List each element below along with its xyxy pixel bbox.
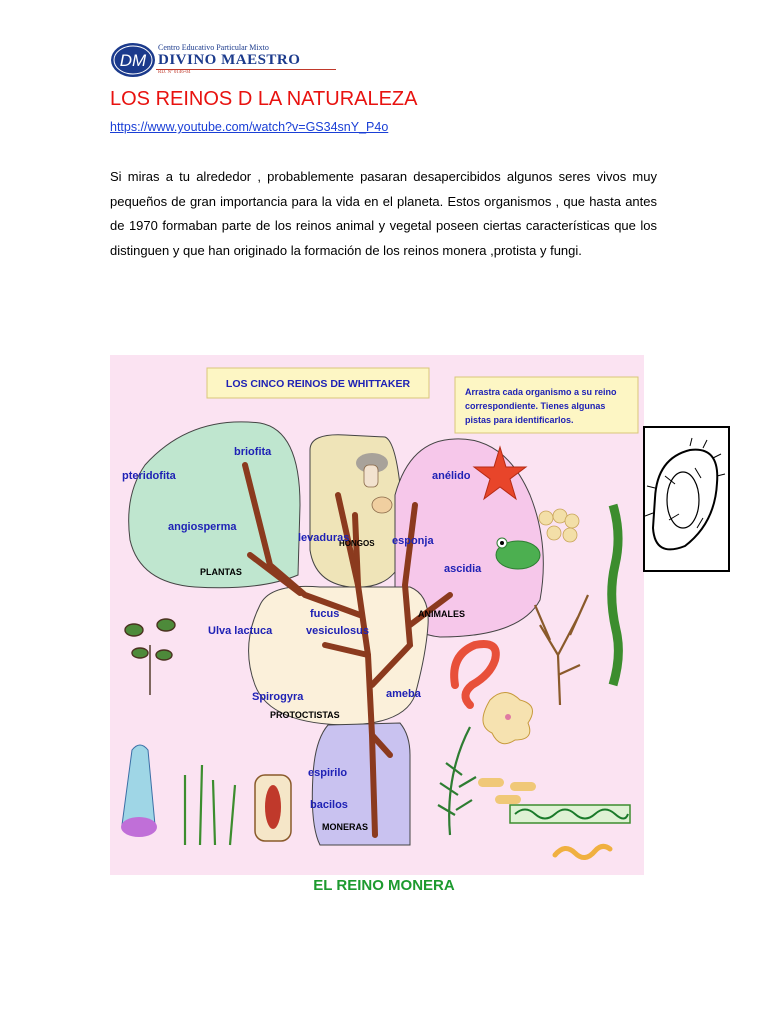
kingdom-hongos: HONGOS — [339, 539, 375, 548]
instruction-line-1: Arrastra cada organismo a su reino — [465, 387, 617, 397]
intro-paragraph: Si miras a tu alrededor , probablemente pasaran desapercibidos algunos seres vivos muy pequeños de gran importancia para la vida en el planeta. Estos organismos , que hasta antes de 1970 formaban parte de los reinos animal y vegetal poseen ciertas características que los distinguen y que han originado la formación de los reinos monera ,protista y fungi. — [110, 169, 657, 258]
label-ameba: ameba — [386, 688, 421, 700]
spirillum-icon — [555, 846, 610, 857]
plant-sprout-icon — [125, 619, 175, 695]
spirogyra-filament-icon — [510, 805, 630, 823]
section-caption: EL REINO MONERA — [313, 877, 455, 894]
label-esponja: esponja — [392, 535, 434, 547]
bacilli-icon — [478, 778, 536, 804]
label-ascidia: ascidia — [444, 563, 482, 575]
label-pteridofita: pteridofita — [122, 470, 176, 482]
amoeba-icon — [483, 693, 533, 744]
logo-subtitle: Centro Educativo Particular Mixto — [158, 43, 269, 52]
paramecium-icon — [645, 428, 728, 570]
region-plantas — [129, 422, 300, 588]
dm-emblem-icon — [110, 42, 156, 78]
label-fucus: fucus — [310, 608, 340, 620]
kingdom-animales: ANIMALES — [418, 609, 465, 619]
label-anelido: anélido — [432, 470, 471, 482]
logo-rd: RD. Nº 0146-04 — [158, 70, 191, 75]
logo-divider — [156, 69, 336, 70]
label-levaduras: levaduras — [298, 532, 350, 544]
school-logo — [110, 42, 335, 78]
logo-name: DIVINO MAESTRO — [158, 52, 301, 68]
kingdom-protoctistas: PROTOCTISTAS — [270, 710, 340, 720]
instruction-line-2: correspondiente. Tienes algunas — [465, 401, 606, 411]
logo-initials: DM — [119, 51, 147, 70]
label-briofita: briofita — [234, 446, 272, 458]
fern-icon — [438, 727, 476, 835]
label-spirogyra: Spirogyra — [252, 691, 304, 703]
video-link[interactable]: https://www.youtube.com/watch?v=GS34snY_P4o — [110, 120, 389, 134]
moss-icon — [185, 765, 235, 845]
page-title: LOS REINOS D LA NATURALEZA — [110, 88, 418, 110]
worm-icon — [454, 644, 496, 705]
five-kingdoms-figure — [110, 355, 644, 875]
label-espirilo: espirilo — [308, 767, 348, 779]
label-bacilos: bacilos — [310, 799, 348, 811]
instruction-line-3: pistas para identificarlos. — [465, 415, 574, 425]
sponge-icon — [539, 509, 579, 542]
kingdom-moneras: MONERAS — [322, 822, 369, 832]
bivalve-icon — [255, 775, 291, 841]
label-ulva: Ulva lactuca — [208, 625, 273, 637]
label-vesiculosus: vesiculosus — [306, 625, 369, 637]
paramecium-card — [643, 426, 730, 572]
label-angiosperma: angiosperma — [168, 521, 237, 533]
seaweed-icon — [612, 505, 619, 685]
kingdom-plantas: PLANTAS — [200, 567, 242, 577]
ascidian-icon — [121, 745, 157, 837]
fucus-algae-icon — [535, 595, 588, 705]
figure-heading: LOS CINCO REINOS DE WHITTAKER — [225, 378, 411, 390]
